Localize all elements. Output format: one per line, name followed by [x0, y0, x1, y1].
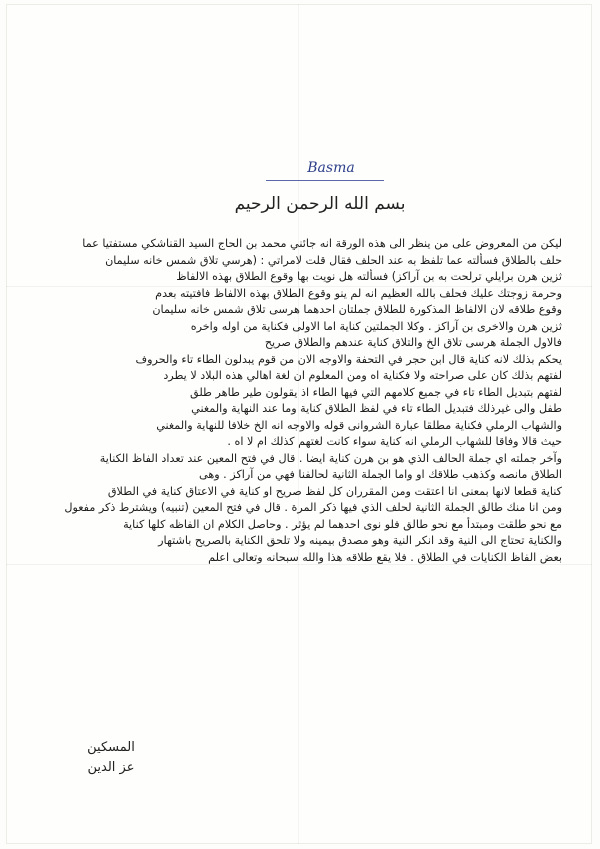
body-line: ثزين هرن والاخرى بن آراكز . وكلا الجملتين كناية اما الاولى فكناية من اوله واخره [190, 319, 562, 333]
fatwa-body [36, 236, 562, 566]
signature-line: المسكين [87, 740, 135, 755]
body-line: الطلاق مانصه وكذهب طلاقك او واما الجملة الثانية لحالفنا فهي من آراكز . وهى [199, 468, 562, 481]
body-line: بعض الفاظ الكنايات في الطلاق . فلا يقع طلاقه هذا والله سبحانه وتعالى اعلم [208, 550, 562, 564]
body-line: فالاول الجملة هرسى تلاق الخ والتلاق كناية عندهم والطلاق صريح [264, 336, 562, 349]
signature-block [56, 738, 166, 778]
basmala: بسم الله الرحمن الرحيم [234, 194, 406, 214]
heading-underline [266, 180, 384, 181]
body-line: وحرمة زوجتك عليك فحلف بالله العظيم انه لم ينو وقوع الطلاق بهذه الالفاظ فافتيته بعدم [155, 286, 562, 300]
body-line: حيث قالا وفاقا للشهاب الرملي انه كناية سواء كانت لغتهم كذلك ام لا اه . [227, 435, 562, 448]
body-line: والشهاب الرملي فكناية مطلقا عبارة الشروانى قوله والاوجه انه الخ خلافا للنهاية والمغني [156, 418, 562, 432]
body-line: حلف بالطلاق فسألته عما تلفظ به عند الحلف فقال قلت لامراتي : (هرسي تلاق شمس خانه سليمان [105, 253, 562, 267]
body-line: وآخر جملته اي جملة الحالف الذي هو بن هرن كناية ايضا . قال في فتح المعين عند تعداد الفاظ الكناية [99, 451, 562, 465]
body-line: ثزين هرن برايلي ترلحت به بن آراكز) فسألته هل نويت بها وقوع الطلاق بهذه الالفاظ [176, 270, 562, 283]
body-line: لفتهم بتبديل الطاء تاء في جميع كلامهم التي فيها الطاء اذ يقولون طير طاهر طلق [190, 385, 562, 399]
body-line: مع نحو طلقت ومبتدأ مع نحو طالق فلو نوى احدهما لم يؤثر . وحاصل الكلام ان الفاظه كلها كناية [123, 517, 562, 531]
body-line: وقوع طلاقه لان الالفاظ المذكورة للطلاق جملتان احدهما هرسى تلاق شمس خانه سليمان [152, 303, 562, 316]
body-line: يحكم بذلك لانه كناية قال ابن حجر في التحفة والاوجه الان من قوم يبدلون الطاء تاء والحروف [135, 352, 562, 366]
document-heading: Basma [307, 160, 355, 176]
body-line: والكناية تحتاج الى النية وقد انكر النية وهو مصدق بيمينه ولا تلحق الكناية بالصريح باشتهار [158, 534, 562, 547]
body-line: طفل والى غيرذلك فتبديل الطاء تاء في لفظ الطلاق كناية وما عند النهاية والمغني [191, 402, 562, 415]
body-line: ومن انا منك طالق الجملة الثانية لحلف الذي فيها ذكر المرة . قال في فتح المعين (تنبيه) ويشترط ذكر مفعول [64, 501, 562, 514]
body-line: لفتهم بذلك كان على صراحته ولا فكناية اه ومن المعلوم ان لغة اهالي هذه البلاد لا يطرد [163, 369, 562, 382]
body-line: ليكن من المعروض على من ينظر الى هذه الورقة انه جائني محمد بن الحاج السيد القناشكي مستفتيا عما [82, 237, 562, 250]
body-line: كناية قطعا لانها بمعنى انا اعتقت ومن المقرران كل لفظ صريح او كناية في الاعتاق كناية في الطلاق [107, 484, 562, 498]
signature-line: عز الدين [87, 760, 135, 775]
